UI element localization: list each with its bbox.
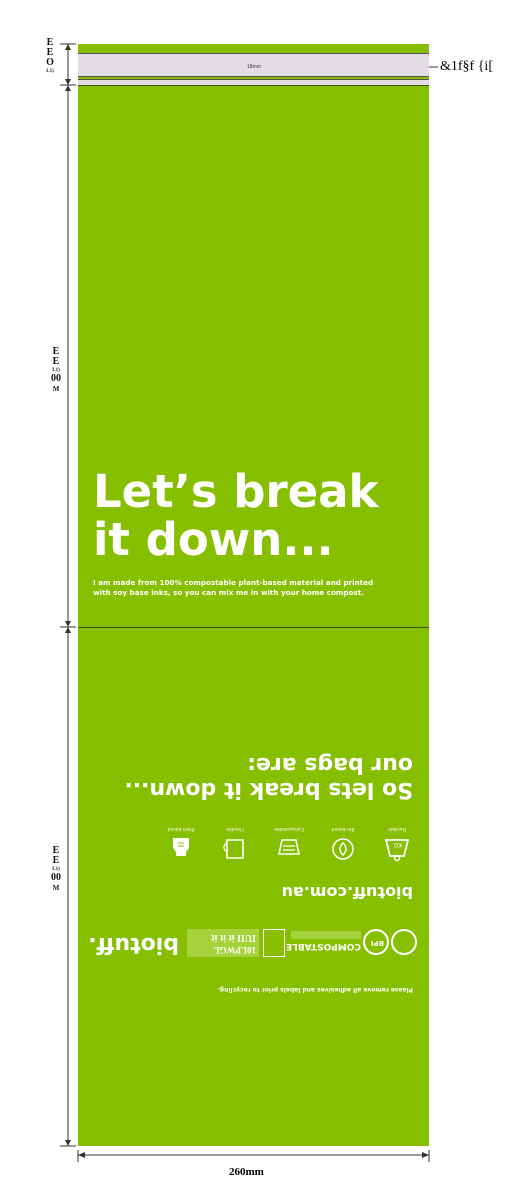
cert-badge: 10LPWGL IUII it it it: [187, 929, 259, 957]
compostable-fineprint: [291, 931, 361, 939]
left-label-top: E E O L1): [46, 37, 54, 74]
feature-durable: KG Durable: [377, 826, 417, 862]
back-slogan: So lets break it down... our bags are:: [124, 752, 413, 802]
feature-biobased: Bio-based: [323, 826, 363, 862]
compost-plant-icon: [269, 836, 309, 862]
headline: Let’s break it down...: [93, 465, 379, 566]
width-label: 260mm: [229, 1166, 264, 1178]
left-label-bottom: E E L1) 00 M: [51, 845, 61, 892]
remove-notice: Please remove all adhesives and labels prior to recycling.: [217, 986, 413, 993]
front-panel: [78, 85, 429, 627]
feature-flexible: Flexible: [215, 826, 255, 862]
bpi-logo-icon: BPI: [363, 929, 389, 955]
seedling-logo-icon: [391, 929, 417, 955]
front-subtext: I am made from 100% compostable plant-based material and printed with soy base inks, so you can mix me in with your home compost.: [93, 578, 374, 597]
back-panel-content: [78, 628, 429, 1147]
back-panel: [78, 627, 429, 1146]
leaf-drop-icon: [323, 836, 363, 862]
website: biotuff.com.au: [281, 883, 413, 902]
feature-plant-based: Plant based: [161, 826, 201, 862]
flexible-bag-icon: [215, 836, 255, 862]
plant-bottle-icon: [161, 836, 201, 862]
feature-icons-row: [127, 807, 417, 862]
svg-text:KG: KG: [393, 841, 402, 848]
kg-weight-icon: [377, 836, 417, 862]
left-label-mid: E E L1) 00 M: [51, 346, 61, 393]
feature-compostable: Compostable: [269, 826, 309, 862]
compostable-label: COMPOSTABLE: [285, 941, 361, 951]
brand-logo: biotuff.: [88, 932, 179, 957]
home-compost-icon: [263, 929, 285, 957]
strip-label-1: 18mm: [247, 64, 261, 70]
side-label: &1f§f {i[: [440, 59, 493, 74]
